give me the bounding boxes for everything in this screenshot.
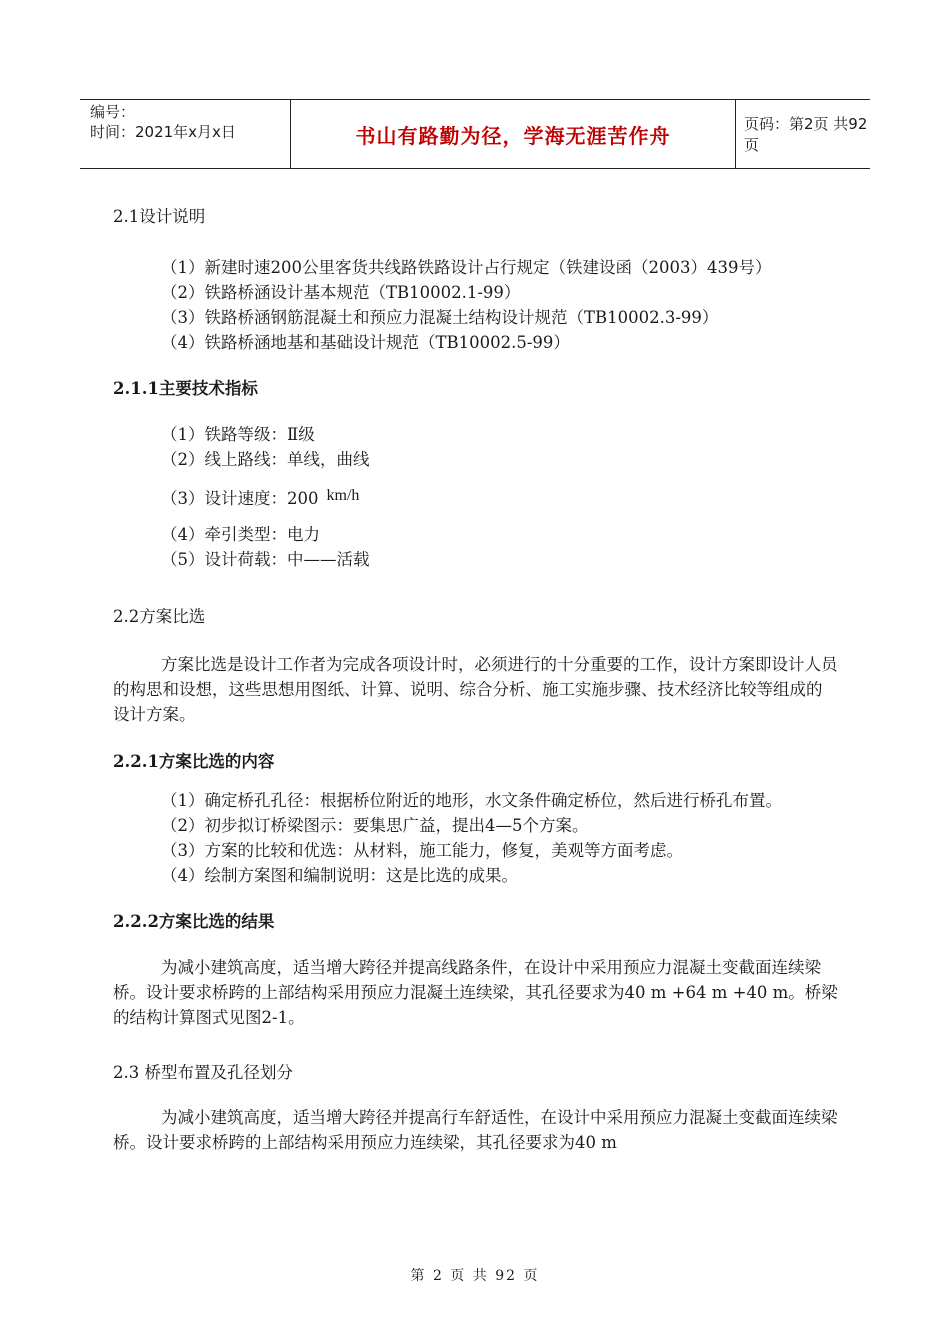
header-motto: 书山有路勤为径，学海无涯苦作舟 xyxy=(290,100,736,168)
section-title-2-2-1: 2.2.1方案比选的内容 xyxy=(113,752,275,771)
s222-paragraph: 为减小建筑高度，适当增大跨径并提高线路条件，在设计中采用预应力混凝土变截面连续梁桥。设计要求桥跨的上部结构采用预应力混凝土连续梁，其孔径要求为40 m +64 m +40 m。桥梁的结构计算图式见图2-1。 xyxy=(113,958,838,1027)
s211-item-3 xyxy=(113,483,838,511)
s21-item-2: （2）铁路桥涵设计基本规范（TB10002.1-99） xyxy=(161,283,521,302)
page-footer: 第 2 页 共 92 页 xyxy=(410,1268,540,1284)
number-label: 编号： xyxy=(90,103,136,121)
section-title-2-1-1: 2.1.1主要技术指标 xyxy=(113,379,258,398)
s21-item-4: （4）铁路桥涵地基和基础设计规范（TB10002.5-99） xyxy=(161,333,570,352)
s221-item-3: （3）方案的比较和优选：从材料，施工能力，修复，美观等方面考虑。 xyxy=(161,841,683,860)
s211-item-1: （1）铁路等级：Ⅱ级 xyxy=(161,425,315,444)
header-meta xyxy=(90,102,236,142)
section-title-2-3: 2.3 桥型布置及孔径划分 xyxy=(113,1063,293,1082)
time-label: 时间：2021年x月x日 xyxy=(90,123,236,141)
document-body xyxy=(113,204,838,1155)
speed-label: （3）设计速度：200 xyxy=(161,489,319,508)
s221-item-2: （2）初步拟订桥梁图示：要集思广益，提出4—5个方案。 xyxy=(161,816,589,835)
s22-paragraph: 方案比选是设计工作者为完成各项设计时，必须进行的十分重要的工作，设计方案即设计人员的构思和设想，这些思想用图纸、计算、说明、综合分析、施工实施步骤、技术经济比较等组成的设计方案。 xyxy=(113,655,838,724)
header-page-label: 页码：第2页 共92页 xyxy=(744,115,868,154)
s211-item-2: （2）线上路线：单线，曲线 xyxy=(161,450,370,469)
s211-item-5: （5）设计荷载：中——活载 xyxy=(161,550,370,569)
section-title-2-1: 2.1设计说明 xyxy=(113,207,206,226)
section-title-2-2: 2.2方案比选 xyxy=(113,607,206,626)
section-title-2-2-2: 2.2.2方案比选的结果 xyxy=(113,912,275,931)
s211-item-4: （4）牵引类型：电力 xyxy=(161,525,320,544)
speed-unit: km/h xyxy=(326,487,360,504)
s23-paragraph: 为减小建筑高度，适当增大跨径并提高行车舒适性，在设计中采用预应力混凝土变截面连续梁桥。设计要求桥跨的上部结构采用预应力连续梁，其孔径要求为40 m xyxy=(113,1108,838,1152)
s21-item-1: （1）新建时速200公里客货共线路铁路设计占行规定（铁建设函（2003）439号） xyxy=(161,258,772,277)
s221-item-1: （1）确定桥孔孔径：根据桥位附近的地形，水文条件确定桥位，然后进行桥孔布置。 xyxy=(161,791,782,810)
page-header xyxy=(80,99,870,169)
s221-item-4: （4）绘制方案图和编制说明：这是比选的成果。 xyxy=(161,866,518,885)
s21-item-3: （3）铁路桥涵钢筋混凝土和预应力混凝土结构设计规范（TB10002.3-99） xyxy=(161,308,719,327)
